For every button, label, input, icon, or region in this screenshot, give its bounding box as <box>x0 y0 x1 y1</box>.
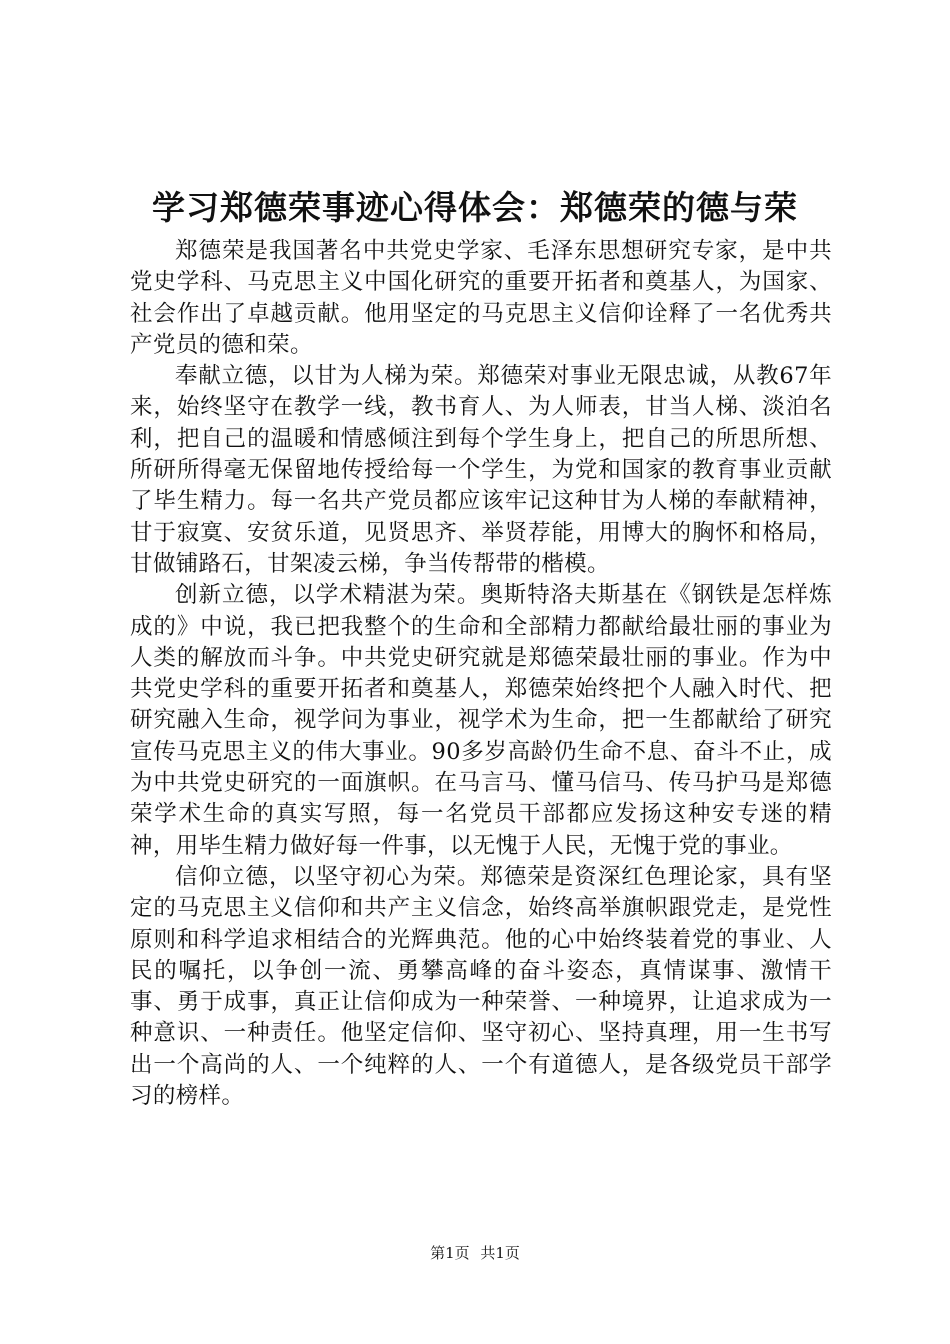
page-number: 第1页 <box>430 1244 470 1262</box>
document-body <box>130 236 832 1112</box>
paragraph-intro: 郑德荣是我国著名中共党史学家、毛泽东思想研究专家，是中共党史学科、马克思主义中国化研究的重要开拓者和奠基人，为国家、社会作出了卓越贡献。他用坚定的马克思主义信仰诠释了一名优秀共产党员的德和荣。 <box>130 238 832 358</box>
paragraph-dedication: 奉献立德，以甘为人梯为荣。郑德荣对事业无限忠诚，从教67年来，始终坚守在教学一线，教书育人、为人师表，甘当人梯、淡泊名利，把自己的温暖和情感倾注到每个学生身上，把自己的所思所想、所研所得毫无保留地传授给每一个学生，为党和国家的教育事业贡献了毕生精力。每一名共产党员都应该牢记这种甘为人梯的奉献精神，甘于寂寞、安贫乐道，见贤思齐、举贤荐能，用博大的胸怀和格局，甘做铺路石，甘架凌云梯，争当传帮带的楷模。 <box>130 363 832 577</box>
paragraph-belief: 信仰立德，以坚守初心为荣。郑德荣是资深红色理论家，具有坚定的马克思主义信仰和共产主义信念，始终高举旗帜跟党走，是党性原则和科学追求相结合的光辉典范。他的心中始终装着党的事业、人民的嘱托，以争创一流、勇攀高峰的奋斗姿态，真情谋事、激情干事、勇于成事，真正让信仰成为一种荣誉、一种境界，让追求成为一种意识、一种责任。他坚定信仰、坚守初心、坚持真理，用一生书写出一个高尚的人、一个纯粹的人、一个有道德人，是各级党员干部学习的榜样。 <box>130 863 832 1110</box>
page-footer <box>0 1243 950 1263</box>
page-total: 共1页 <box>480 1244 520 1262</box>
document-title: 学习郑德荣事迹心得体会：郑德荣的德与荣 <box>152 188 798 227</box>
paragraph-innovation: 创新立德，以学术精湛为荣。奥斯特洛夫斯基在《钢铁是怎样炼成的》中说，我已把我整个的生命和全部精力都献给最壮丽的事业为人类的解放而斗争。中共党史研究就是郑德荣最壮丽的事业。作为中共党史学科的重要开拓者和奠基人，郑德荣始终把个人融入时代、把研究融入生命，视学问为事业，视学术为生命，把一生都献给了研究宣传马克思主义的伟大事业。90多岁高龄仍生命不息、奋斗不止，成为中共党史研究的一面旗帜。在马言马、懂马信马、传马护马是郑德荣学术生命的真实写照，每一名党员干部都应发扬这种安专迷的精神，用毕生精力做好每一件事，以无愧于人民，无愧于党的事业。 <box>130 582 832 859</box>
